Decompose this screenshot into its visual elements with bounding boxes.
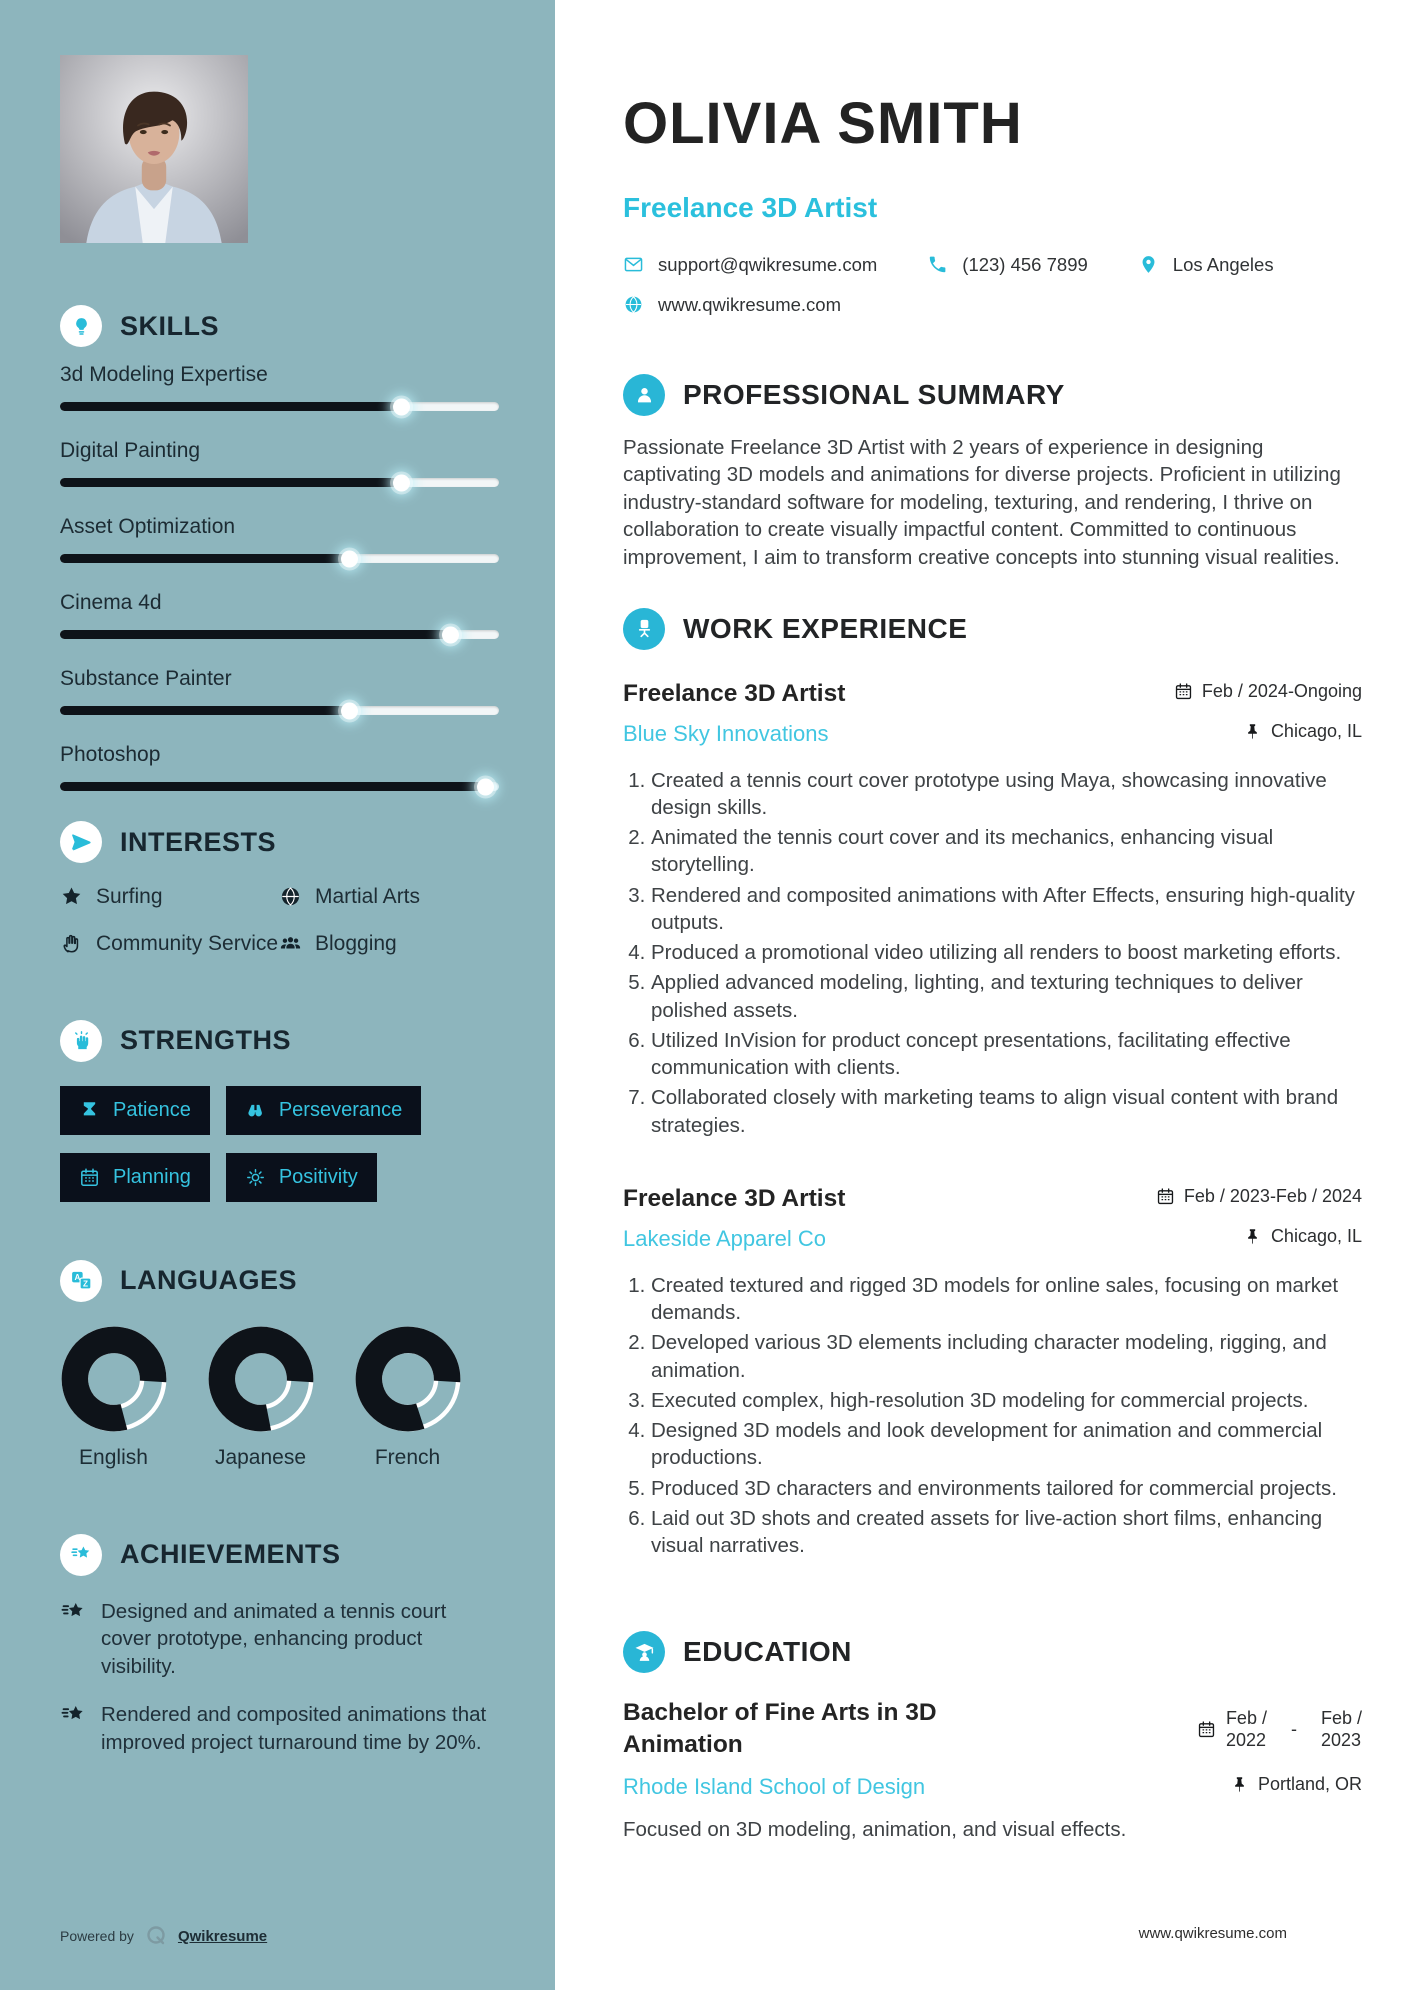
skill-name: Substance Painter (60, 667, 232, 690)
interest-item (60, 930, 279, 957)
summary-section (623, 374, 1362, 572)
job-bullets (623, 767, 1362, 1139)
profile-photo (60, 55, 248, 243)
summary-heading: PROFESSIONAL SUMMARY (683, 378, 1065, 410)
skills-section (60, 305, 499, 791)
pushpin-icon (1243, 1227, 1262, 1246)
languages-heading: LANGUAGES (120, 1265, 298, 1296)
office-chair-icon (623, 608, 665, 650)
achievement-item (60, 1701, 499, 1757)
language-item (354, 1326, 461, 1470)
interest-item (279, 930, 499, 957)
shooting-star-icon (60, 1534, 102, 1576)
achievement-text: Rendered and composited animations that improved project turnaround time by 20%. (101, 1703, 487, 1755)
skill-slider-fill (60, 782, 486, 791)
skill-row (60, 515, 499, 563)
contact-row-2 (623, 294, 1362, 316)
education-dates: Feb / 2022 - Feb / 2023 (1197, 1697, 1362, 1761)
job-bullet: 3. Executed complex, high-resolution 3D modeling for commercial projects. (651, 1387, 1362, 1414)
paper-plane-icon (60, 821, 102, 863)
interest-icon (279, 885, 302, 908)
interests-section (60, 821, 499, 958)
strength-label: Patience (113, 1098, 191, 1121)
skills-heading: SKILLS (120, 310, 220, 341)
skill-slider-knob (393, 474, 410, 491)
qwikresume-logo-icon (144, 1924, 168, 1948)
job-dates: Feb / 2023-Feb / 2024 (1156, 1186, 1362, 1207)
job-bullet: 5. Applied advanced modeling, lighting, and texturing techniques to deliver polished assets. (651, 969, 1362, 1024)
job-bullet: 7. Collaborated closely with marketing teams to align visual content with brand strategies. (651, 1084, 1362, 1139)
strengths-list (60, 1086, 499, 1220)
interest-icon (60, 932, 83, 955)
languages-section (60, 1260, 499, 1470)
strengths-heading: STRENGTHS (120, 1025, 292, 1056)
skill-slider (60, 782, 499, 791)
achievements-section (60, 1534, 499, 1757)
language-donut-chart (208, 1326, 314, 1432)
job-entry (623, 1185, 1362, 1560)
language-item (207, 1326, 314, 1470)
interest-label: Community Service (96, 932, 279, 956)
strength-icon (79, 1167, 100, 1188)
strength-chip (60, 1086, 210, 1135)
language-item (60, 1326, 167, 1470)
skill-name: 3d Modeling Expertise (60, 363, 268, 386)
contact-row-1 (623, 254, 1362, 276)
calendar-icon (1156, 1187, 1175, 1206)
skill-row (60, 591, 499, 639)
interest-icon (279, 932, 302, 955)
skill-slider-knob (341, 550, 358, 567)
strength-icon (79, 1100, 100, 1121)
strength-icon (245, 1100, 266, 1121)
skill-row (60, 439, 499, 487)
job-company: Blue Sky Innovations (623, 720, 829, 746)
strength-chip (226, 1153, 377, 1202)
education-heading: EDUCATION (683, 1636, 852, 1668)
achievement-text: Designed and animated a tennis court cover prototype, enhancing product visibility. (101, 1599, 447, 1679)
job-bullet: 1. Created a tennis court cover prototype using Maya, showcasing innovative design skills. (651, 767, 1362, 822)
footer-powered-by: Powered by Qwikresume (60, 1924, 267, 1948)
language-label: French (374, 1445, 441, 1469)
job-bullet: 1. Created textured and rigged 3D models for online sales, focusing on market demands. (651, 1272, 1362, 1327)
skill-slider (60, 630, 499, 639)
person-role: Freelance 3D Artist (623, 191, 878, 223)
phone-value: (123) 456 7899 (962, 253, 1088, 275)
education-location: Portland, OR (1230, 1774, 1362, 1795)
achievements-list (60, 1598, 499, 1757)
job-bullet: 6. Utilized InVision for product concept presentations, facilitating effective communication with clients. (651, 1027, 1362, 1082)
pushpin-icon (1243, 722, 1262, 741)
achievement-item (60, 1598, 499, 1682)
skill-slider-knob (477, 778, 494, 795)
interest-item (279, 883, 499, 910)
skill-slider-knob (393, 398, 410, 415)
calendar-icon (1174, 682, 1193, 701)
translate-icon (60, 1260, 102, 1302)
language-label: Japanese (214, 1445, 307, 1469)
language-label: English (79, 1445, 148, 1469)
language-donut-chart (355, 1326, 461, 1432)
education-note: Focused on 3D modeling, animation, and visual effects. (623, 1817, 1127, 1841)
strength-label: Planning (113, 1165, 191, 1188)
achievements-heading: ACHIEVEMENTS (120, 1539, 341, 1570)
lightbulb-icon (60, 305, 102, 347)
job-title: Freelance 3D Artist (623, 1184, 846, 1212)
summary-text: Passionate Freelance 3D Artist with 2 years of experience in designing captivating 3D models and animations for diverse projects. Proficient in utilizing industry-standard software for modeling, texturing, and rendering, I thrive on collaboration to create visually impactful content. Committed to continuous improvement, I aim to transform creative concepts into stunning visual realities. (623, 435, 1341, 569)
job-bullet: 3. Rendered and composited animations with After Effects, ensuring high-quality outputs. (651, 882, 1362, 937)
strength-label: Perseverance (278, 1098, 403, 1121)
strength-label: Positivity (278, 1165, 358, 1188)
sidebar (0, 0, 555, 1990)
skill-name: Cinema 4d (60, 591, 162, 614)
shooting-star-icon (60, 1599, 87, 1626)
skill-name: Asset Optimization (60, 515, 236, 538)
job-bullet: 4. Designed 3D models and look development for animation and commercial productions. (651, 1417, 1362, 1472)
job-bullet: 2. Animated the tennis court cover and its mechanics, enhancing visual storytelling. (651, 824, 1362, 879)
strengths-section (60, 1020, 499, 1220)
interests-heading: INTERESTS (120, 826, 277, 857)
job-bullets (623, 1272, 1362, 1560)
footer-site-link[interactable]: www.qwikresume.com (1138, 1925, 1287, 1942)
email-icon (623, 254, 644, 275)
graduation-cap-icon (623, 1631, 665, 1673)
pushpin-icon (1230, 1775, 1249, 1794)
skill-slider-fill (60, 478, 402, 487)
job-company: Lakeside Apparel Co (623, 1225, 827, 1251)
skill-slider (60, 706, 499, 715)
school-name: Rhode Island School of Design (623, 1773, 926, 1799)
skill-slider-fill (60, 554, 350, 563)
person-name: OLIVIA SMITH (623, 90, 1023, 156)
job-bullet: 4. Produced a promotional video utilizing all renders to boost marketing efforts. (651, 939, 1362, 966)
interest-label: Blogging (315, 932, 397, 956)
strength-chip (60, 1153, 210, 1202)
interest-icon (60, 885, 83, 908)
job-location: Chicago, IL (1243, 721, 1362, 742)
experience-heading: WORK EXPERIENCE (683, 612, 968, 644)
education-section (623, 1631, 1362, 1843)
location-value: Los Angeles (1172, 253, 1274, 275)
skill-row (60, 667, 499, 715)
website-value[interactable]: www.qwikresume.com (658, 293, 841, 315)
skill-slider (60, 554, 499, 563)
skill-slider-knob (341, 702, 358, 719)
phone-icon (927, 254, 948, 275)
degree-title: Bachelor of Fine Arts in 3D Animation (623, 1699, 937, 1759)
interests-list (60, 883, 499, 958)
skill-slider-fill (60, 630, 451, 639)
strength-icon (245, 1167, 266, 1188)
languages-list (60, 1326, 499, 1470)
skill-slider-fill (60, 402, 402, 411)
strength-chip (226, 1086, 421, 1135)
interest-label: Martial Arts (315, 885, 421, 908)
skill-slider (60, 402, 499, 411)
interest-label: Surfing (96, 885, 163, 908)
skill-name: Digital Painting (60, 439, 201, 462)
skill-row (60, 743, 499, 791)
fist-icon (60, 1020, 102, 1062)
skill-slider-fill (60, 706, 350, 715)
language-donut-chart (61, 1326, 167, 1432)
job-bullet: 6. Laid out 3D shots and created assets for live-action short films, enhancing visual narratives. (651, 1505, 1362, 1560)
email-value[interactable]: support@qwikresume.com (658, 253, 878, 275)
job-location: Chicago, IL (1243, 1226, 1362, 1247)
calendar-icon (1197, 1720, 1216, 1739)
globe-icon (623, 294, 644, 315)
job-entry (623, 680, 1362, 1139)
job-dates: Feb / 2024-Ongoing (1174, 681, 1362, 702)
qwikresume-link[interactable]: Qwikresume (177, 1927, 268, 1945)
location-pin-icon (1138, 254, 1159, 275)
skill-name: Photoshop (60, 743, 161, 766)
job-title: Freelance 3D Artist (623, 679, 846, 707)
job-bullet: 2. Developed various 3D elements including character modeling, rigging, and animation. (651, 1329, 1362, 1384)
person-icon (623, 374, 665, 416)
skill-row (60, 363, 499, 411)
skill-slider-knob (442, 626, 459, 643)
experience-section (623, 608, 1362, 1560)
main-content (555, 0, 1407, 1844)
skill-slider (60, 478, 499, 487)
shooting-star-icon (60, 1702, 87, 1729)
job-bullet: 5. Produced 3D characters and environments tailored for commercial projects. (651, 1475, 1362, 1502)
interest-item (60, 883, 279, 910)
skills-list (60, 363, 499, 791)
